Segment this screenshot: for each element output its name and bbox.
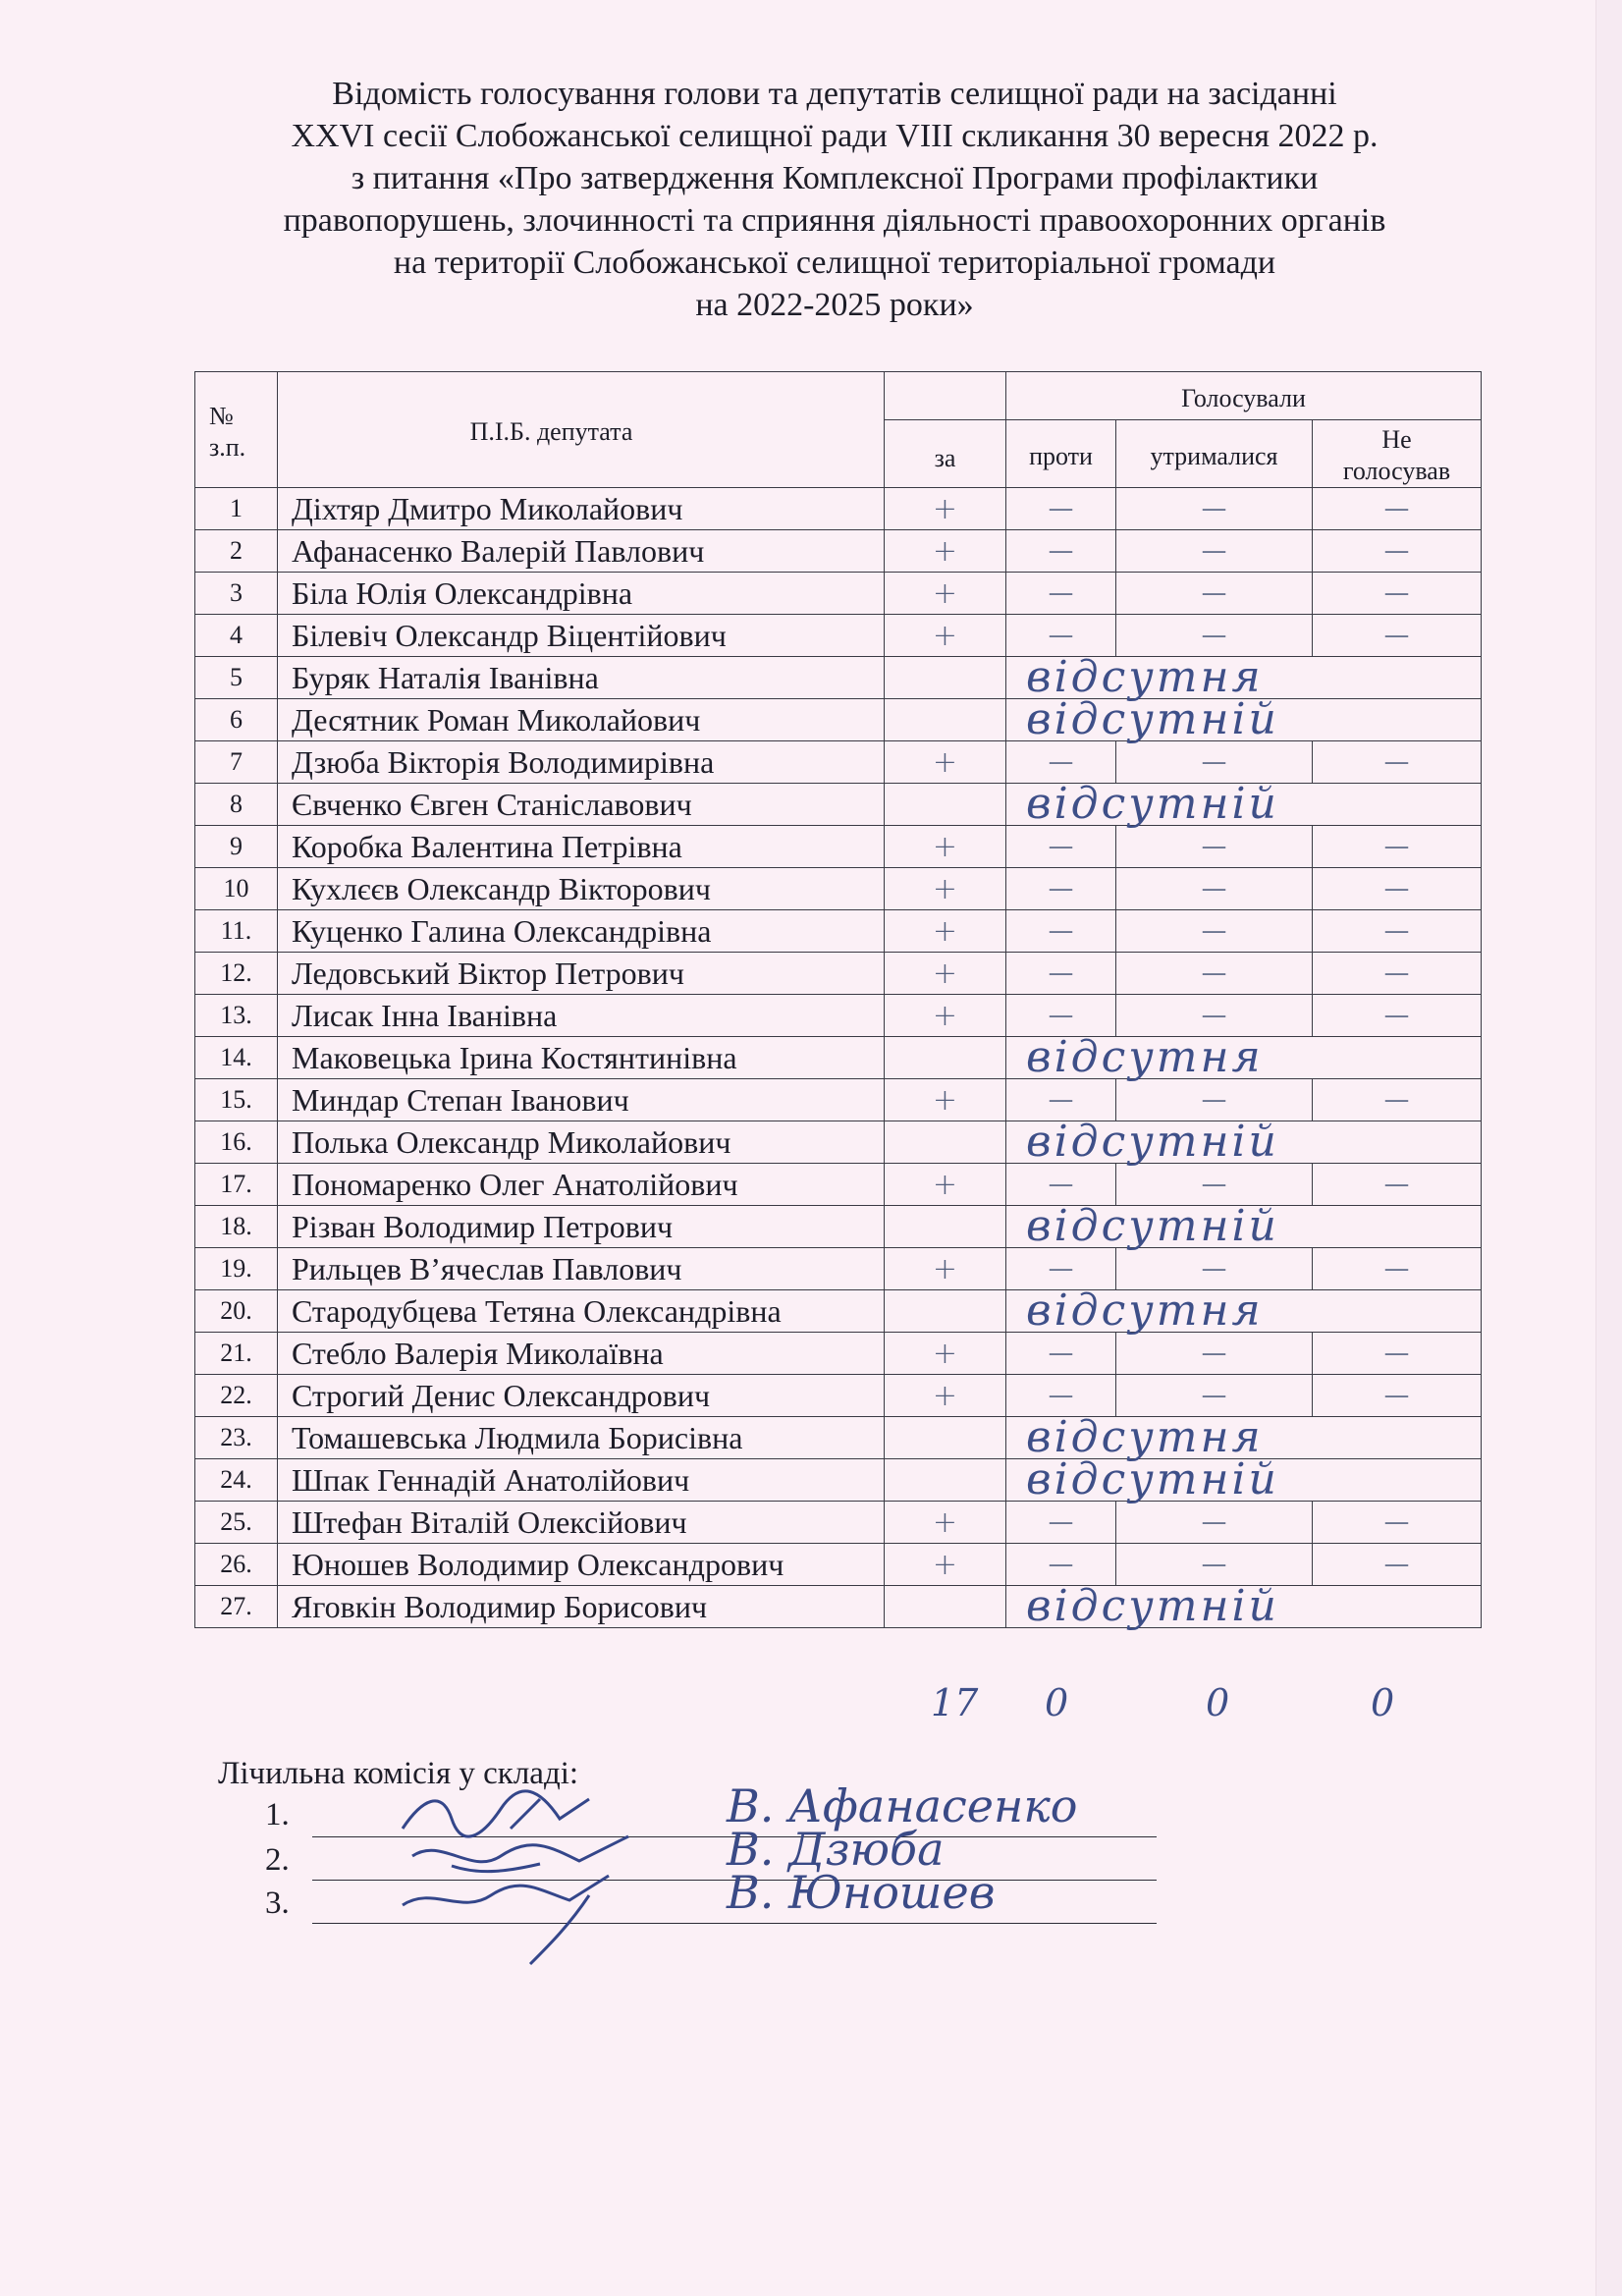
- row-number: 13.: [195, 995, 278, 1037]
- vote-for-cell: [885, 657, 1006, 699]
- header-empty-cell: [885, 372, 1006, 420]
- table-row: [195, 1164, 1482, 1206]
- vote-abstained-cell: —: [1116, 741, 1313, 784]
- vote-abstained-cell: —: [1116, 910, 1313, 953]
- deputy-name: Дзюба Вікторія Володимирівна: [278, 741, 885, 784]
- row-number: 12.: [195, 953, 278, 995]
- vote-abstained-cell: —: [1116, 488, 1313, 530]
- absent-note: відсутній: [1006, 1206, 1482, 1248]
- vote-for-cell: [885, 1037, 1006, 1079]
- row-number: 3: [195, 573, 278, 615]
- row-number: 9: [195, 826, 278, 868]
- absent-note: відсутній: [1006, 1121, 1482, 1164]
- vote-for-cell: +: [885, 1164, 1006, 1206]
- row-number: 14.: [195, 1037, 278, 1079]
- absent-note: відсутній: [1006, 699, 1482, 741]
- vote-not-voted-cell: —: [1313, 995, 1482, 1037]
- vote-abstained-cell: —: [1116, 826, 1313, 868]
- vote-for-cell: +: [885, 1333, 1006, 1375]
- deputy-name: Стебло Валерія Миколаївна: [278, 1333, 885, 1375]
- absent-note: відсутня: [1006, 657, 1482, 699]
- commission-member-name: В. Дзюба: [727, 1823, 945, 1876]
- deputy-name: Лисак Інна Іванівна: [278, 995, 885, 1037]
- row-number: 1: [195, 488, 278, 530]
- deputy-name: Маковецька Ірина Костянтинівна: [278, 1037, 885, 1079]
- document-title: [167, 73, 1502, 326]
- row-number: 27.: [195, 1586, 278, 1628]
- total-abstained: 0: [1206, 1681, 1230, 1724]
- vote-against-cell: —: [1006, 953, 1116, 995]
- vote-not-voted-cell: —: [1313, 868, 1482, 910]
- row-number: 6: [195, 699, 278, 741]
- vote-not-voted-cell: —: [1313, 1375, 1482, 1417]
- vote-abstained-cell: —: [1116, 995, 1313, 1037]
- commission-member-number: 2.: [265, 1842, 290, 1878]
- vote-abstained-cell: —: [1116, 1544, 1313, 1586]
- table-row: [195, 573, 1482, 615]
- vote-abstained-cell: —: [1116, 953, 1313, 995]
- vote-against-cell: —: [1006, 995, 1116, 1037]
- row-number: 15.: [195, 1079, 278, 1121]
- table-row: [195, 868, 1482, 910]
- vote-against-cell: —: [1006, 1544, 1116, 1586]
- deputy-name: Кухлєєв Олександр Вікторович: [278, 868, 885, 910]
- row-number: 25.: [195, 1502, 278, 1544]
- table-row: [195, 1586, 1482, 1628]
- absent-note: відсутня: [1006, 1037, 1482, 1079]
- vote-for-cell: +: [885, 995, 1006, 1037]
- vote-against-cell: —: [1006, 1079, 1116, 1121]
- deputy-name: Коробка Валентина Петрівна: [278, 826, 885, 868]
- deputy-name: Ледовський Віктор Петрович: [278, 953, 885, 995]
- vote-not-voted-cell: —: [1313, 573, 1482, 615]
- row-number: 21.: [195, 1333, 278, 1375]
- table-row: [195, 1502, 1482, 1544]
- row-number: 17.: [195, 1164, 278, 1206]
- table-row: [195, 741, 1482, 784]
- table-row: [195, 615, 1482, 657]
- vote-for-cell: [885, 784, 1006, 826]
- row-number: 18.: [195, 1206, 278, 1248]
- table-row: [195, 1459, 1482, 1502]
- signature-scribble: [393, 1866, 648, 1974]
- table-row: [195, 1333, 1482, 1375]
- deputy-name: Полька Олександр Миколайович: [278, 1121, 885, 1164]
- scan-edge: [1595, 0, 1622, 2296]
- vote-abstained-cell: —: [1116, 573, 1313, 615]
- header-against: проти: [1006, 420, 1116, 488]
- table-row: [195, 784, 1482, 826]
- row-number: 10: [195, 868, 278, 910]
- vote-not-voted-cell: —: [1313, 1248, 1482, 1290]
- header-number: № з.п.: [195, 372, 278, 488]
- deputy-name: Пономаренко Олег Анатолійович: [278, 1164, 885, 1206]
- row-number: 11.: [195, 910, 278, 953]
- vote-against-cell: —: [1006, 1502, 1116, 1544]
- commission-member-name: В. Юношев: [727, 1866, 996, 1919]
- vote-for-cell: [885, 1459, 1006, 1502]
- table-row: [195, 953, 1482, 995]
- title-line: на 2022-2025 роки»: [695, 287, 974, 323]
- vote-against-cell: —: [1006, 488, 1116, 530]
- deputy-name: Стародубцева Тетяна Олександрівна: [278, 1290, 885, 1333]
- vote-for-cell: [885, 1586, 1006, 1628]
- vote-for-cell: [885, 1206, 1006, 1248]
- row-number: 2: [195, 530, 278, 573]
- vote-against-cell: —: [1006, 1375, 1116, 1417]
- vote-not-voted-cell: —: [1313, 1502, 1482, 1544]
- table-row: [195, 1375, 1482, 1417]
- vote-for-cell: +: [885, 1375, 1006, 1417]
- vote-not-voted-cell: —: [1313, 741, 1482, 784]
- row-number: 23.: [195, 1417, 278, 1459]
- table-row: [195, 1417, 1482, 1459]
- row-number: 8: [195, 784, 278, 826]
- vote-not-voted-cell: —: [1313, 1164, 1482, 1206]
- vote-abstained-cell: —: [1116, 530, 1313, 573]
- row-number: 7: [195, 741, 278, 784]
- deputy-name: Рильцев В’ячеслав Павлович: [278, 1248, 885, 1290]
- vote-against-cell: —: [1006, 615, 1116, 657]
- title-line: на території Слобожанської селищної територіальної громади: [393, 245, 1276, 281]
- absent-note: відсутня: [1006, 1290, 1482, 1333]
- deputy-name: Миндар Степан Іванович: [278, 1079, 885, 1121]
- vote-for-cell: [885, 699, 1006, 741]
- vote-against-cell: —: [1006, 573, 1116, 615]
- title-line: XXVI сесії Слобожанської селищної ради VIII скликання 30 вересня 2022 р.: [291, 118, 1379, 154]
- table-row: [195, 995, 1482, 1037]
- row-number: 26.: [195, 1544, 278, 1586]
- deputy-name: Біла Юлія Олександрівна: [278, 573, 885, 615]
- vote-against-cell: —: [1006, 910, 1116, 953]
- header-abstained: утрималися: [1116, 420, 1313, 488]
- deputy-name: Діхтяр Дмитро Миколайович: [278, 488, 885, 530]
- table-row: [195, 1206, 1482, 1248]
- table-row: [195, 488, 1482, 530]
- table-row: [195, 1290, 1482, 1333]
- row-number: 20.: [195, 1290, 278, 1333]
- vote-not-voted-cell: —: [1313, 615, 1482, 657]
- row-number: 4: [195, 615, 278, 657]
- deputy-name: Шпак Геннадій Анатолійович: [278, 1459, 885, 1502]
- absent-note: відсутня: [1006, 1417, 1482, 1459]
- vote-for-cell: +: [885, 868, 1006, 910]
- vote-against-cell: —: [1006, 1248, 1116, 1290]
- vote-for-cell: +: [885, 910, 1006, 953]
- vote-not-voted-cell: —: [1313, 530, 1482, 573]
- deputy-name: Куценко Галина Олександрівна: [278, 910, 885, 953]
- vote-against-cell: —: [1006, 1164, 1116, 1206]
- total-not-voted: 0: [1371, 1681, 1395, 1724]
- vote-for-cell: +: [885, 741, 1006, 784]
- title-line: правопорушень, злочинності та сприяння діяльності правоохоронних органів: [283, 202, 1386, 239]
- vote-not-voted-cell: —: [1313, 826, 1482, 868]
- absent-note: відсутній: [1006, 1459, 1482, 1502]
- row-number: 22.: [195, 1375, 278, 1417]
- commission-label: Лічильна комісія у складі:: [218, 1756, 579, 1791]
- table-row: [195, 530, 1482, 573]
- voting-table-body: [195, 488, 1482, 1631]
- table-row: [195, 657, 1482, 699]
- vote-not-voted-cell: —: [1313, 488, 1482, 530]
- table-row: [195, 826, 1482, 868]
- vote-abstained-cell: —: [1116, 1375, 1313, 1417]
- vote-against-cell: —: [1006, 1333, 1116, 1375]
- vote-not-voted-cell: —: [1313, 1333, 1482, 1375]
- row-number: 16.: [195, 1121, 278, 1164]
- vote-for-cell: +: [885, 1079, 1006, 1121]
- vote-for-cell: +: [885, 953, 1006, 995]
- commission-member-number: 1.: [265, 1797, 290, 1832]
- deputy-name: Білевіч Олександр Віцентійович: [278, 615, 885, 657]
- vote-abstained-cell: —: [1116, 1164, 1313, 1206]
- row-number: 24.: [195, 1459, 278, 1502]
- vote-for-cell: +: [885, 488, 1006, 530]
- vote-for-cell: [885, 1417, 1006, 1459]
- absent-note: відсутній: [1006, 1586, 1482, 1628]
- row-number: 19.: [195, 1248, 278, 1290]
- row-number: 5: [195, 657, 278, 699]
- vote-for-cell: +: [885, 1248, 1006, 1290]
- deputy-name: Юношев Володимир Олександрович: [278, 1544, 885, 1586]
- table-row: [195, 1121, 1482, 1164]
- table-row: [195, 1037, 1482, 1079]
- vote-not-voted-cell: —: [1313, 953, 1482, 995]
- vote-against-cell: —: [1006, 530, 1116, 573]
- vote-abstained-cell: —: [1116, 615, 1313, 657]
- table-row: [195, 910, 1482, 953]
- deputy-name: Яговкін Володимир Борисович: [278, 1586, 885, 1628]
- vote-abstained-cell: —: [1116, 1502, 1313, 1544]
- deputy-name: Десятник Роман Миколайович: [278, 699, 885, 741]
- vote-not-voted-cell: —: [1313, 1079, 1482, 1121]
- vote-not-voted-cell: —: [1313, 910, 1482, 953]
- header-name: П.І.Б. депутата: [278, 372, 885, 488]
- deputy-name: Буряк Наталія Іванівна: [278, 657, 885, 699]
- absent-note: відсутній: [1006, 784, 1482, 826]
- header-voted: Голосували: [1006, 372, 1482, 420]
- vote-abstained-cell: —: [1116, 1333, 1313, 1375]
- deputy-name: Штефан Віталій Олексійович: [278, 1502, 885, 1544]
- vote-not-voted-cell: —: [1313, 1544, 1482, 1586]
- vote-against-cell: —: [1006, 868, 1116, 910]
- vote-against-cell: —: [1006, 826, 1116, 868]
- vote-against-cell: —: [1006, 741, 1116, 784]
- vote-for-cell: +: [885, 530, 1006, 573]
- vote-abstained-cell: —: [1116, 1079, 1313, 1121]
- vote-abstained-cell: —: [1116, 1248, 1313, 1290]
- deputy-name: Строгий Денис Олександрович: [278, 1375, 885, 1417]
- title-line: з питання «Про затвердження Комплексної Програми профілактики: [351, 160, 1319, 196]
- total-against: 0: [1045, 1681, 1069, 1724]
- voting-table: [194, 371, 1482, 1631]
- deputy-name: Афанасенко Валерій Павлович: [278, 530, 885, 573]
- vote-for-cell: +: [885, 615, 1006, 657]
- commission-member-number: 3.: [265, 1886, 290, 1921]
- vote-for-cell: +: [885, 1544, 1006, 1586]
- title-line: Відомість голосування голови та депутатів селищної ради на засіданні: [332, 76, 1337, 112]
- table-row: [195, 699, 1482, 741]
- vote-abstained-cell: —: [1116, 868, 1313, 910]
- commission-member-name: В. Афанасенко: [727, 1779, 1078, 1832]
- table-row: [195, 1079, 1482, 1121]
- deputy-name: Євченко Євген Станіславович: [278, 784, 885, 826]
- vote-for-cell: +: [885, 1502, 1006, 1544]
- total-for: 17: [931, 1681, 979, 1724]
- table-row: [195, 1544, 1482, 1586]
- deputy-name: Томашевська Людмила Борисівна: [278, 1417, 885, 1459]
- table-row: [195, 1248, 1482, 1290]
- vote-for-cell: [885, 1121, 1006, 1164]
- header-for: за: [885, 420, 1006, 488]
- vote-for-cell: [885, 1290, 1006, 1333]
- deputy-name: Різван Володимир Петрович: [278, 1206, 885, 1248]
- vote-for-cell: +: [885, 826, 1006, 868]
- header-not-voted: Не голосував: [1313, 420, 1482, 488]
- vote-for-cell: +: [885, 573, 1006, 615]
